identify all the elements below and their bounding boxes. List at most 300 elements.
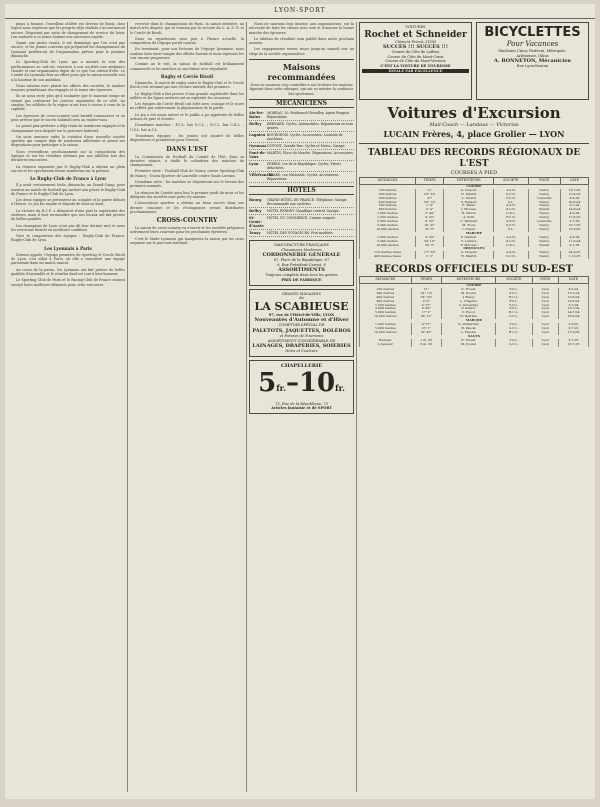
table-cell: 10.000 mètres [360, 228, 416, 232]
group-label: MARCHE [360, 319, 589, 323]
table-cell: 2-7-05 [558, 327, 588, 331]
list-item [249, 208, 354, 215]
paragraph: C'est le Stade Lyonnais qui inaugurera la saison par un cross organisé sur le parcours habituel. [130, 236, 244, 245]
advert-name: ASSORTIMENTS [278, 267, 325, 274]
table-cell: 3-7-04 [558, 304, 588, 308]
advert-line: Arlésienne, Gibus [516, 53, 549, 58]
table-cell: C. Bernard [444, 220, 494, 224]
advert-line: VOITURES [405, 25, 426, 29]
paragraph: Deuxièmes matches : F.C.L. bat S.C.L. ; R.C.L. bat C.R.L. ; U.S.L. bat A.S.L. [130, 123, 244, 132]
table-cell: S.C.L. [495, 327, 532, 331]
advert-scabieuse [249, 289, 354, 357]
advert-line: ASSORTIMENT CONSIDÉRABLE DE [267, 338, 336, 343]
records-table [359, 276, 589, 346]
table-cell: Lyon [532, 304, 558, 308]
list-item [249, 110, 354, 121]
advert-bicyclettes [476, 22, 589, 100]
table-cell: 17" 3/5 [416, 251, 444, 255]
table-cell: Lyon [532, 323, 558, 327]
price-from: 5 [258, 367, 277, 398]
table-cell: 1 m. 65 [411, 339, 441, 343]
advert-line: GRANDS MAGASINS [281, 291, 322, 296]
header-title: LYON-SPORT [274, 7, 326, 14]
table-cell: 200 mètres [360, 292, 412, 296]
paragraph: Le grand prix pédestre a déjà réuni de nombreux engagés et le championnat sera disputé sur le parcours habituel. [11, 124, 125, 133]
list-item [249, 172, 354, 183]
table-cell: 25' 1" [411, 327, 441, 331]
table-cell: 10.000 mètres [360, 331, 412, 335]
column-header: TEMPS [416, 178, 444, 185]
table-cell: 9-7-05 [558, 339, 588, 343]
table-cell: 4-9-04 [561, 212, 589, 216]
advert-line: 6, Rue Président-Carnot, 6 [277, 262, 326, 267]
table-cell: Nancy [528, 212, 561, 216]
price-to: 10 [298, 367, 336, 398]
paragraph: Les engagements seront reçus jusqu'au samedi soir au siège de la société organisatrice. [249, 47, 354, 56]
table-cell: Lyon [532, 296, 558, 300]
table-cell: 8-5-04 [558, 288, 588, 292]
col1-text [11, 22, 125, 173]
table-cell: 200 mètres [360, 193, 416, 197]
paragraph: Nous en reparlerons sous peu à l'heure actuelle, la composition de l'équipe paraît connue. [130, 36, 244, 46]
column-rule [246, 22, 247, 792]
table-cell: S.C.N. [494, 240, 528, 244]
table-cell: 15-5-04 [558, 292, 588, 296]
paragraph: La saison de cross-country va s'ouvrir et les sociétés préparent activement leurs coureurs pour les prochaines épreuves. [130, 226, 244, 235]
price-range: 5fr.–10fr. [258, 367, 345, 398]
table-cell: H. Martin [444, 193, 494, 197]
table-cell: 9' 49" [411, 307, 441, 311]
list-item [249, 197, 354, 208]
table-cell: 19-7-03 [561, 189, 589, 193]
advert-name: Rochet et Schneider [364, 29, 467, 40]
advert-line: 97, rue de l'Hôtel-de-Ville, LYON [268, 312, 335, 317]
table-cell: 800 mètres [360, 208, 416, 212]
section-title: Les Lyonnais à Paris [44, 245, 92, 251]
advert-line: Chaussures Modernes [281, 247, 322, 252]
column-header: DISTANCES [360, 277, 412, 284]
table-cell: S.C.L. [495, 292, 532, 296]
table-cell: 6-9-03 [561, 197, 589, 201]
table-cell: 300 mètres [360, 197, 416, 201]
advert-line: et Parures de Fourrures [279, 333, 324, 338]
table-cell: 1' 9" [416, 204, 444, 208]
table-cell: 100 mètres [360, 288, 412, 292]
records-table-1 [359, 148, 589, 259]
advert-name: CHAPELLERIE [280, 362, 323, 369]
table-cell: 17-9-05 [558, 331, 588, 335]
table-cell: 1.500 mètres [360, 304, 412, 308]
table-cell: A.S.N. [494, 251, 528, 255]
paragraph: pions à Roanne, l'excellent athlète est devenu de Bozzi, chez lequel nous espérons que les progrès déjà réalisés s'accentueront encore. Disposant par suite de changement de service du loisir, j'en souhaite à ce jeune homme une ascension rapide. [11, 22, 125, 39]
table-cell: 11-6-04 [561, 240, 589, 244]
advert-name: BICYCLETTES [484, 25, 581, 40]
table-cell: 400 mètres haies [360, 255, 416, 259]
group-label: OBSTACLES [360, 247, 589, 251]
col1-section2-text [11, 253, 125, 287]
advert-line: MANUFACTURE FRANÇAISE [274, 242, 329, 247]
advert-line: 73, Rue de la République, 73 [275, 401, 328, 406]
table-cell: S.C.N. [494, 193, 528, 197]
list-item [249, 150, 354, 161]
advert-line: Toujours complets dans tous les genres [265, 273, 338, 278]
table-cell: S.C.N. [494, 224, 528, 228]
advert-line: PRIX DE FABRIQUE [281, 277, 322, 282]
table-cell: Épinal [528, 208, 561, 212]
advert-line: Course de Côte de Laffrey [391, 50, 440, 55]
table-cell: Longueur [360, 343, 412, 347]
table-cell: V. Lefèvre [444, 240, 494, 244]
table-cell: 5.000 mètres [360, 327, 412, 331]
table-cell: 3.000 mètres [360, 220, 416, 224]
town: Belley [249, 208, 262, 213]
list-item [249, 132, 354, 143]
table-cell: Lyon [532, 339, 558, 343]
list-item [249, 215, 354, 230]
advert-line: Mail-Coach — Landaus — Victorias [429, 122, 519, 128]
table-cell: J. Moreau [444, 208, 494, 212]
col1-section1-text [11, 183, 125, 243]
table-cell: F.C.L. [495, 300, 532, 304]
table-cell: Lyon [532, 300, 558, 304]
paragraph: Dernier appelé, l'équipe première du Sporting et Cercle Rivoli de Lyon, s'en allait à Paris, où elle a rencontré une équipe parisienne dans un match amical. [11, 252, 125, 266]
section-title: HOTELS [249, 186, 354, 195]
paragraph: Dimanche, le match de rugby entre le Rugby-Club et le Cercle Rivoli s'est terminé par une victoire méritée des premiers. [130, 80, 244, 90]
table-cell: Nancy [528, 240, 561, 244]
table-cell: Nancy [528, 216, 561, 220]
advert-voitures [359, 100, 589, 144]
col2-section3-text [130, 226, 244, 245]
entry-text: BERNARD. Cycles, Automobiles. Réparations en tous genres. [267, 121, 354, 130]
entry-text: MARTIN, Place du Marché. Réparations. Accessoires. [267, 150, 354, 155]
table-cell: 12-6-04 [558, 296, 588, 300]
table-cell: 52' 40" [411, 331, 441, 335]
table-cell: Lyon [532, 311, 558, 315]
table-cell: Lyon [532, 315, 558, 319]
paragraph: Il y avait certainement foule, dimanche, au Grand-Camp, pour assister au match de football qui mettait aux prises le Rugby-Club de France et le Rugby-Club de Lyon. [11, 183, 125, 196]
table-cell: 12-9-03 [561, 193, 589, 197]
table-cell: F.C.N. [494, 197, 528, 201]
group-label: COURSE [360, 184, 589, 188]
advert-cordonnerie [249, 240, 354, 286]
table-cell: S.C.L. [495, 315, 532, 319]
table-cell: P. Renaud [444, 201, 494, 205]
mechanics-list [249, 110, 354, 183]
table-cell: Hauteur [360, 339, 412, 343]
advert-name: Voitures d'Excursion [387, 104, 561, 122]
table-cell: H. Berthet [441, 315, 495, 319]
table-cell: F.C.L. [495, 323, 532, 327]
list-item [249, 161, 354, 172]
table-cell: 24-9-05 [561, 251, 589, 255]
table-cell: 17' 2" [411, 311, 441, 315]
table-cell: Lyon [532, 292, 558, 296]
table-cell: U.S.L. [494, 212, 528, 216]
paragraph: Les champions de Lyon n'ont pas dit leur dernier mot et nous les reverrons bientôt en meilleure condition. [11, 223, 125, 232]
table-cell: 2-7-05 [561, 220, 589, 224]
table-cell: 1.000 mètres [360, 236, 416, 240]
paragraph: Deuxième série : les matches se disputeront sur le terrain des premiers nommés. [130, 180, 244, 189]
table-cell: 110 mètres haies [360, 251, 416, 255]
table-cell: Nancy [528, 251, 561, 255]
section-title: CROSS-COUNTRY [156, 217, 218, 225]
paragraph: Nous reviendrons prochainement sur la composition des équipes et sur les résultats obtenus par nos athlètes lors des dernières rencontres. [11, 149, 125, 163]
table-cell: M. Roux [444, 224, 494, 228]
table-cell: Nancy [528, 236, 561, 240]
paragraph: Voici la composition des équipes : Rugby-Club de France, Rugby-Club de Lyon. [11, 234, 125, 243]
advert-line: LAINAGES, DRAPERIES, SOIERIES [252, 343, 351, 350]
paragraph: Troisièmes équipes : les jeunes ont montré de belles dispositions et promettent pour l'avenir. [130, 133, 244, 143]
advert-line: de [299, 296, 304, 301]
advert-line: COMPTOIR SPÉCIAL DE [278, 323, 325, 328]
advert-line: 67, Place de la République, 67 [273, 258, 330, 263]
col2-section1-text [130, 81, 244, 143]
entry-text: MOREAU, 20, Boulevard-Chevalley. Agent Peugeot. Réparations. [267, 110, 351, 119]
table-cell: Nancy [528, 201, 561, 205]
table-row [360, 343, 589, 347]
table-cell: 1.000 mètres [360, 323, 412, 327]
section-intro: Nous ne saurions trop conseiller à nos lecteurs les maisons figurant dans cette rubrique, qui ont su mériter la confiance des sportsmen. [249, 83, 354, 96]
advert-line: SUCCÈS !!! SUCCÈS !!! [382, 44, 449, 51]
entry-text: GRAND HÔTEL DE FRANCE. Téléphone. Garage. Recommandé aux cyclistes. [267, 197, 348, 206]
table-cell: G. Vuillermet [441, 323, 495, 327]
table-cell: 24-7-04 [558, 311, 588, 315]
advert-row [359, 22, 589, 100]
paragraph: La réunion organisée par le Rugby-Club a obtenu un plein succès et les spectateurs furent nombreux sur la pelouse. [11, 164, 125, 173]
advert-line: Clément Frérot, LYON [394, 39, 437, 44]
table-cell: 1.500 mètres [360, 216, 416, 220]
table-cell: F.C.L. [495, 288, 532, 292]
table-row [360, 255, 589, 259]
town: Belley [249, 121, 262, 126]
advert-line: Noirs et Couleurs [285, 349, 318, 354]
table-cell: 54" 3/5 [411, 296, 441, 300]
col3-text [249, 22, 354, 56]
town: Villefranche [249, 172, 274, 177]
table-cell: 5.000 mètres [360, 224, 416, 228]
advert-line: Rue Lyon-Bouton [516, 64, 549, 69]
table-cell: 4-6-04 [561, 236, 589, 240]
section-title: Rugby et Cercle Rivoli [160, 73, 214, 79]
advert-line: LUCAIN Frères, 4, place Grolier — LYON [383, 129, 565, 139]
table-cell: A.S.N. [494, 236, 528, 240]
table-cell: A.S.N. [494, 220, 528, 224]
paragraph: Les équipes du Cercle Rivoli ont lutté avec courage et le score ne reflète pas entièrement la physionomie de la partie. [130, 102, 244, 111]
paragraph: Les épreuves de cross-country vont bientôt commencer et on peut prévoir que le succès habituel sera au rendez-vous. [11, 113, 125, 122]
table-cell: A. Petit [444, 216, 494, 220]
page-header [5, 4, 595, 19]
column-header: PISTE [528, 178, 561, 185]
table-cell: 4' 27" [411, 304, 441, 308]
table-cell: Épinal [528, 244, 561, 248]
entry-text: HÔTEL DES VOYAGEURS. Prix modérés. [267, 230, 334, 235]
advert-chapellerie [249, 360, 354, 414]
advert-line: PALETOTS, JAQUETTES, BOLÉROS [252, 327, 351, 334]
table-cell: 1-10-05 [561, 255, 589, 259]
table-cell: F.C.L. [495, 307, 532, 311]
group-label: SAUTS [360, 335, 589, 339]
table-cell: H. Martin [444, 255, 494, 259]
town: Oyonnax [249, 143, 267, 148]
table-cell: 2' 6" [411, 300, 441, 304]
table-cell: P. Garnier [444, 236, 494, 240]
section-title: Le Rugby-Club de France à Lyon [30, 176, 106, 182]
table-cell: 6 m. 20 [411, 343, 441, 347]
table-cell: F.C.N. [494, 216, 528, 220]
paragraph: Le Sporting Club de Paris et le Racing-Club de France avaient envoyé leurs meilleurs éléments pour cette rencontre. [11, 278, 125, 287]
table-cell: L. Girard [444, 197, 494, 201]
column-1 [11, 22, 125, 792]
table-cell: 10-7-04 [558, 307, 588, 311]
paragraph: Les deux équipes se présentent au complet et la partie débute à l'heure. Le jeu fut rapide et disputé de bout en bout. [11, 198, 125, 207]
column-header: DATE [561, 178, 589, 185]
column-rule [127, 22, 128, 792]
table-cell: 35' 8" [416, 228, 444, 232]
paragraph: En terminant, pour nos lecteurs de l'équipe lyonnaise, nous voulons bien tenir compte des efforts fournis et nous espérons les voir encore progresser. [130, 47, 244, 61]
town: St-Genis-d'Aoste [249, 215, 264, 228]
table-cell: S.C.N. [494, 208, 528, 212]
entry-text: GIRARD, rue Nationale. Cycles. Accessoires. Réparations. [267, 172, 340, 181]
town: Tenay [249, 230, 261, 235]
table-cell: S.C.L. [495, 304, 532, 308]
table-cell: J. Bessy [441, 296, 495, 300]
table-cell: 14-8-04 [561, 208, 589, 212]
table-cell: Nancy [528, 204, 561, 208]
table-cell: 9-7-05 [561, 244, 589, 248]
table-cell: 4' 29" [416, 236, 444, 240]
table-cell: 1.000 mètres [360, 212, 416, 216]
column-3 [249, 22, 354, 792]
table-cell: 500 mètres [360, 204, 416, 208]
table-cell: L. Fayolle [441, 331, 495, 335]
table-cell: F.C.L. [495, 339, 532, 343]
table-cell: 10.000 mètres [360, 315, 412, 319]
advert-line: C'EST LA VOITURE DE TOURISME [380, 63, 451, 68]
table-cell: 5.000 mètres [360, 240, 416, 244]
column-header: DISTANCES [360, 178, 416, 185]
table-cell: 3-7-04 [561, 204, 589, 208]
section-title: Maisons recommandées [249, 59, 354, 82]
table-cell: C. Revol [441, 311, 495, 315]
table-cell: Lunéville [528, 197, 561, 201]
table-cell: 18-9-04 [558, 315, 588, 319]
table-cell: A.S.N. [494, 189, 528, 193]
paragraph: Au cours de la partie, les Lyonnais ont fait preuve de belles qualités d'ensemble et le résultat final est tout à leur honneur. [11, 267, 125, 276]
table-cell: U.S.L. [494, 244, 528, 248]
paragraph: Nous saluons avec plaisir les efforts des sociétés, le nombre toujours grandissant des engagés et la tenue des épreuves. [11, 83, 125, 93]
table-cell: 16' 41" [416, 224, 444, 228]
column-2 [130, 22, 244, 792]
advert-name: CORDONNERIE GÉNÉRALE [262, 252, 341, 259]
table-cell: 53" 1/5 [416, 201, 444, 205]
column-header: TEMPS [411, 277, 441, 284]
entry-text: HÔTEL DU COMMERCE. Cuisine soignée. [267, 215, 336, 220]
hotels-list [249, 197, 354, 237]
advert-line: A. BONNETON, Mécanicien [493, 58, 572, 65]
table-cell: 16-7-05 [561, 224, 589, 228]
paragraph: On nous annonce enfin la création d'une nouvelle société sportive qui compte déjà de nombreux adhérents et prend ses dispositions pour participer à la saison. [11, 134, 125, 148]
table-cell: 3.000 mètres [360, 307, 412, 311]
advert-line: Articles fantaisie et de SPORT [271, 406, 332, 411]
list-item [249, 121, 354, 132]
table-cell: A. Duvernay [441, 304, 495, 308]
paragraph: Ils ne nous reste plus qu'à souhaiter que le mauvais temps ne vienne pas contrarier les courses organisées de ce côté. Au surplus, les athlètes de la région n'ont rien à envier à ceux de la capitale. [11, 94, 125, 112]
table-cell: E. Forest [441, 288, 495, 292]
column-header: SOCIÉTÉ [494, 178, 528, 185]
table-cell: Lyon [532, 288, 558, 292]
paragraph: Comme on le voit, la saison de football est brillamment commencée et les matches se succèdent avec régularité. [130, 62, 244, 71]
table-cell: B. Pascal [441, 327, 495, 331]
paragraph: La Commission de Football du Comité de l'Est, dans sa dernière séance, a établi le calendrier des matches de championnat. [130, 154, 244, 168]
table-cell: 4' 20" [416, 216, 444, 220]
table-cell: Nancy [528, 255, 561, 259]
entry-text: BOURGEOIS. Cycles. Accessoires. Location de machines. [267, 132, 343, 141]
table-cell: Nancy [528, 224, 561, 228]
paragraph: Le jeu a été assez ouvert et le public a pu apprécier de belles actions de part et d'autre. [130, 112, 244, 122]
paragraph: Nous ne saurions trop insister, aux organisateurs, sur la nécessité de faire les choses avec soin et d'assurer la bonne marche des épreuves. [249, 22, 354, 35]
table-cell: Lyon [532, 343, 558, 347]
table-cell: G. Dupont [444, 251, 494, 255]
column-4 [359, 22, 589, 792]
section-title: MÉCANICIENS [249, 99, 354, 108]
table-cell: 17-6-05 [561, 216, 589, 220]
table-cell: A.S.N. [494, 204, 528, 208]
table-cell: Lyon [532, 327, 558, 331]
table-title: RECORDS OFFICIELS DU SUD-EST [375, 264, 573, 276]
advert-name: LA SCABIEUSE [254, 299, 349, 313]
table-cell: F. Mercier [444, 244, 494, 248]
table-cell: 50' 3" [416, 244, 444, 248]
table-cell: 36' 15" [411, 315, 441, 319]
table-cell: 1' 2" [416, 255, 444, 259]
table-cell: G. Dupont [444, 189, 494, 193]
town: Lagnieu [249, 132, 266, 137]
table-cell: E. Blanc [444, 204, 494, 208]
table-cell: Nancy [528, 189, 561, 193]
paragraph: L'Association sportive a obtenu un beau succès dans son dernier concours et les récompenses seront distribuées prochainement. [130, 201, 244, 214]
advert-line: Course de Côte du Mont-Ventoux [385, 59, 446, 64]
table-cell: 19-6-04 [558, 300, 588, 304]
table-cell: 20-6-04 [561, 201, 589, 205]
group-label: COURSE [360, 284, 589, 288]
entry-text: HÔTEL PERNET. Chauffage central. Garage. [267, 208, 340, 213]
table-cell: 24" 1/5 [411, 292, 441, 296]
table-cell: Lunéville [528, 220, 561, 224]
table-cell: Nancy [528, 228, 561, 232]
table-cell: M. Poulet [441, 343, 495, 347]
paragraph: Quant aux pistes vraies, il est dommage que l'on n'ait pas encore, et les jeunes coureurs qui préparent les championnats du Lyonnais profiteront de l'organisation prévue pour le premier dimanche. [11, 41, 125, 59]
advert-rochet [359, 22, 472, 100]
table-cell: S.C.L. [495, 343, 532, 347]
table-cell: S.L. [494, 228, 528, 232]
column-header: DÉTENTEURS [444, 178, 494, 185]
table-cell: Lyon [532, 331, 558, 335]
table-cell: 10.000 mètres [360, 244, 416, 248]
table-cell: 2' 44" [416, 212, 444, 216]
group-label: MARCHE [360, 232, 589, 236]
records-table [359, 177, 589, 259]
table-cell: 800 mètres [360, 300, 412, 304]
advert-line: Pour Vacances [506, 40, 559, 48]
table-cell: 9' 35" [416, 220, 444, 224]
town: Lyon [249, 161, 259, 166]
list-item [249, 230, 354, 237]
table-cell: R.C.L. [495, 311, 532, 315]
town: Bourg [249, 197, 262, 202]
town: Aix-les-Bains [249, 110, 264, 119]
column-header: SOCIÉTÉ [495, 277, 532, 284]
table-cell: 4' 37" [411, 323, 441, 327]
